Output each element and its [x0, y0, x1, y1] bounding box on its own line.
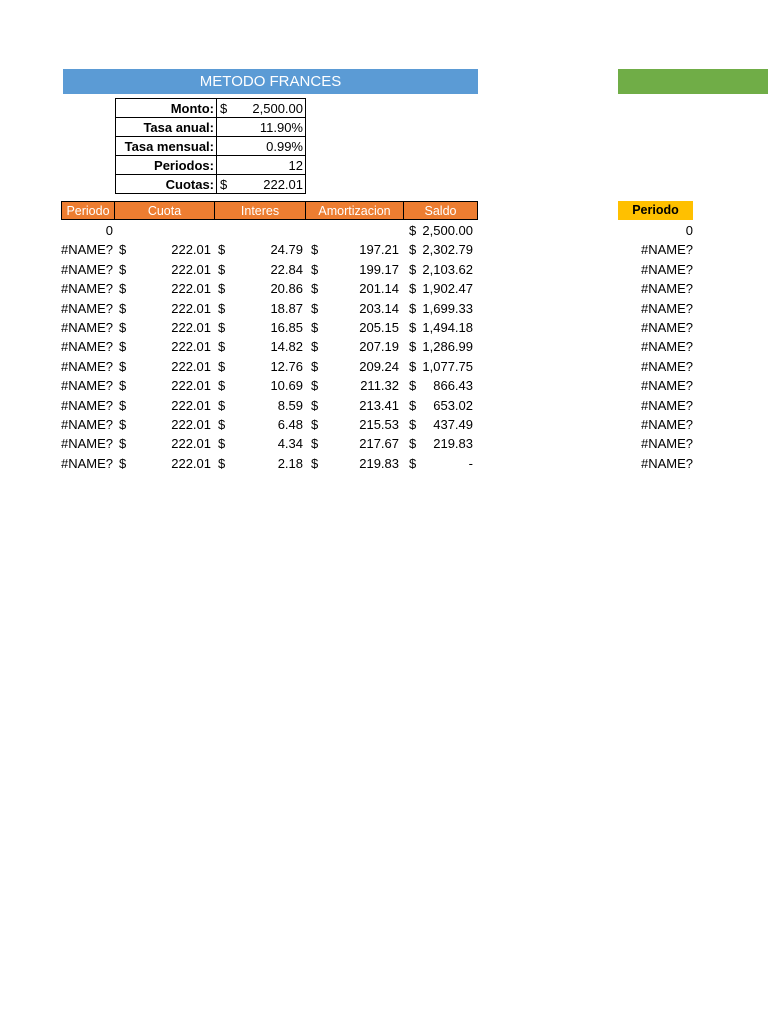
- currency-symbol: $: [218, 378, 226, 394]
- cell-saldo: 437.49: [433, 416, 473, 432]
- cell-saldo: 2,103.62: [422, 261, 473, 277]
- currency-symbol: $: [220, 100, 228, 116]
- currency-symbol: $: [311, 242, 319, 258]
- currency-symbol: $: [218, 281, 226, 297]
- param-label: Tasa mensual:: [116, 137, 217, 156]
- currency-symbol: $: [119, 358, 127, 374]
- cell-interes: 4.34: [277, 436, 303, 452]
- currency-symbol: $: [218, 397, 226, 413]
- cell-cuota: 222.01: [171, 261, 211, 277]
- cell-interes: 18.87: [270, 300, 303, 316]
- cell-periodo: #NAME?: [61, 300, 114, 316]
- table-row: [61, 454, 481, 473]
- currency-symbol: $: [218, 300, 226, 316]
- param-row: [116, 175, 306, 194]
- currency-symbol: $: [218, 242, 226, 258]
- cell-amortizacion: 215.53: [359, 416, 399, 432]
- cell-interes: 24.79: [270, 242, 303, 258]
- cell-cuota: 222.01: [171, 300, 211, 316]
- param-label: Cuotas:: [116, 175, 217, 194]
- currency-symbol: $: [218, 319, 226, 335]
- currency-symbol: $: [119, 378, 127, 394]
- right-cell-periodo: #NAME?: [640, 436, 693, 452]
- cell-amortizacion: 213.41: [359, 397, 399, 413]
- cell-saldo: 1,699.33: [422, 300, 473, 316]
- param-label: Tasa anual:: [116, 118, 217, 137]
- currency-symbol: $: [119, 300, 127, 316]
- currency-symbol: $: [409, 378, 417, 394]
- right-cell-periodo: #NAME?: [640, 339, 693, 355]
- table-row: [61, 396, 481, 415]
- currency-symbol: $: [220, 176, 228, 192]
- table-row: [61, 376, 481, 395]
- cell-amortizacion: 199.17: [359, 261, 399, 277]
- cell-amortizacion: 203.14: [359, 300, 399, 316]
- cell-cuota: 222.01: [171, 358, 211, 374]
- cell-amortizacion: 201.14: [359, 281, 399, 297]
- header-interes: Interes: [215, 201, 306, 220]
- cell-cuota: 222.01: [171, 339, 211, 355]
- currency-symbol: $: [119, 319, 127, 335]
- table-row: [61, 299, 481, 318]
- param-row: [116, 156, 306, 175]
- currency-symbol: $: [218, 261, 226, 277]
- currency-symbol: $: [311, 455, 319, 471]
- cell-saldo: 1,286.99: [422, 339, 473, 355]
- cell-periodo: #NAME?: [61, 397, 114, 413]
- cell-cuota: 222.01: [171, 455, 211, 471]
- right-cell-periodo: #NAME?: [640, 319, 693, 335]
- cell-interes: 16.85: [270, 319, 303, 335]
- cell-amortizacion: 207.19: [359, 339, 399, 355]
- currency-symbol: $: [119, 281, 127, 297]
- header-amortizacion: Amortizacion: [306, 201, 404, 220]
- cell-interes: 8.59: [277, 397, 303, 413]
- cell-saldo: 866.43: [433, 378, 473, 394]
- cell-cuota: 222.01: [171, 242, 211, 258]
- cell-amortizacion: 219.83: [359, 455, 399, 471]
- header-cuota: Cuota: [115, 201, 215, 220]
- right-header-periodo: Periodo: [618, 201, 693, 220]
- cell-periodo: 0: [105, 223, 113, 238]
- cell-interes: 14.82: [270, 339, 303, 355]
- cell-periodo: #NAME?: [61, 242, 114, 258]
- param-value: 222.01: [263, 176, 303, 192]
- param-value: 11.90%: [259, 119, 303, 135]
- currency-symbol: $: [409, 300, 417, 316]
- cell-interes: 12.76: [270, 358, 303, 374]
- cell-cuota: 222.01: [171, 319, 211, 335]
- cell-interes: 10.69: [270, 378, 303, 394]
- currency-symbol: $: [409, 223, 417, 238]
- currency-symbol: $: [409, 358, 417, 374]
- currency-symbol: $: [218, 455, 226, 471]
- cell-saldo: 2,302.79: [422, 242, 473, 258]
- currency-symbol: $: [218, 358, 226, 374]
- param-value-cell: [217, 137, 306, 156]
- currency-symbol: $: [409, 455, 417, 471]
- currency-symbol: $: [218, 436, 226, 452]
- sheet-title: METODO FRANCES: [63, 69, 478, 94]
- currency-symbol: $: [218, 416, 226, 432]
- currency-symbol: $: [311, 378, 319, 394]
- param-row: [116, 118, 306, 137]
- right-cell-periodo: #NAME?: [640, 261, 693, 277]
- amortization-header: [61, 201, 478, 220]
- cell-saldo: 2,500.00: [422, 223, 473, 238]
- currency-symbol: $: [409, 242, 417, 258]
- right-cell-periodo: 0: [685, 223, 693, 238]
- cell-saldo: 653.02: [433, 397, 473, 413]
- currency-symbol: $: [311, 319, 319, 335]
- param-value-cell: [217, 99, 306, 118]
- currency-symbol: $: [119, 455, 127, 471]
- cell-amortizacion: 205.15: [359, 319, 399, 335]
- currency-symbol: $: [119, 436, 127, 452]
- cell-saldo: 1,077.75: [422, 358, 473, 374]
- cell-amortizacion: 209.24: [359, 358, 399, 374]
- cell-periodo: #NAME?: [61, 339, 114, 355]
- cell-periodo: #NAME?: [61, 416, 114, 432]
- currency-symbol: $: [409, 339, 417, 355]
- param-value-cell: [217, 118, 306, 137]
- param-label: Periodos:: [116, 156, 217, 175]
- cell-periodo: #NAME?: [61, 378, 114, 394]
- currency-symbol: $: [409, 281, 417, 297]
- currency-symbol: $: [409, 416, 417, 432]
- currency-symbol: $: [409, 397, 417, 413]
- header-periodo: Periodo: [61, 201, 115, 220]
- amortization-rows: [61, 221, 481, 473]
- right-periodo-rows: [618, 221, 693, 473]
- table-row: [61, 357, 481, 376]
- table-row: [61, 221, 481, 240]
- cell-periodo: #NAME?: [61, 281, 114, 297]
- cell-amortizacion: 197.21: [359, 242, 399, 258]
- param-value: 12: [288, 157, 303, 173]
- right-cell-periodo: #NAME?: [640, 397, 693, 413]
- currency-symbol: $: [409, 261, 417, 277]
- cell-cuota: 222.01: [171, 281, 211, 297]
- cell-periodo: #NAME?: [61, 455, 114, 471]
- param-label: Monto:: [116, 99, 217, 118]
- param-row: [116, 137, 306, 156]
- cell-cuota: 222.01: [171, 397, 211, 413]
- cell-saldo: 1,902.47: [422, 281, 473, 297]
- currency-symbol: $: [311, 339, 319, 355]
- param-value-cell: [217, 175, 306, 194]
- currency-symbol: $: [311, 436, 319, 452]
- cell-periodo: #NAME?: [61, 358, 114, 374]
- header-saldo: Saldo: [404, 201, 478, 220]
- currency-symbol: $: [119, 416, 127, 432]
- currency-symbol: $: [119, 261, 127, 277]
- parameters-table: [115, 98, 306, 194]
- param-row: [116, 99, 306, 118]
- table-row: [61, 415, 481, 434]
- currency-symbol: $: [311, 300, 319, 316]
- currency-symbol: $: [119, 397, 127, 413]
- cell-periodo: #NAME?: [61, 261, 114, 277]
- cell-amortizacion: 217.67: [359, 436, 399, 452]
- green-header-bar: [618, 69, 768, 94]
- cell-periodo: #NAME?: [61, 436, 114, 452]
- cell-interes: 20.86: [270, 281, 303, 297]
- cell-saldo: -: [468, 455, 473, 471]
- currency-symbol: $: [409, 436, 417, 452]
- currency-symbol: $: [311, 358, 319, 374]
- cell-interes: 22.84: [270, 261, 303, 277]
- param-value: 2,500.00: [252, 100, 303, 116]
- cell-saldo: 219.83: [433, 436, 473, 452]
- right-cell-periodo: #NAME?: [640, 416, 693, 432]
- currency-symbol: $: [311, 261, 319, 277]
- right-cell-periodo: #NAME?: [640, 281, 693, 297]
- right-cell-periodo: #NAME?: [640, 242, 693, 258]
- table-row: [61, 279, 481, 298]
- param-value-cell: [217, 156, 306, 175]
- cell-amortizacion: 211.32: [360, 378, 399, 394]
- currency-symbol: $: [218, 339, 226, 355]
- table-row: [61, 434, 481, 453]
- cell-cuota: 222.01: [171, 378, 211, 394]
- right-cell-periodo: #NAME?: [640, 455, 693, 471]
- table-row: [61, 318, 481, 337]
- cell-interes: 6.48: [277, 416, 303, 432]
- param-value: 0.99%: [266, 138, 303, 154]
- right-cell-periodo: #NAME?: [640, 358, 693, 374]
- table-row: [61, 260, 481, 279]
- right-cell-periodo: #NAME?: [640, 300, 693, 316]
- cell-cuota: 222.01: [171, 416, 211, 432]
- currency-symbol: $: [119, 339, 127, 355]
- right-cell-periodo: #NAME?: [640, 378, 693, 394]
- cell-saldo: 1,494.18: [422, 319, 473, 335]
- cell-periodo: #NAME?: [61, 319, 114, 335]
- table-row: [61, 240, 481, 259]
- currency-symbol: $: [311, 397, 319, 413]
- cell-cuota: 222.01: [171, 436, 211, 452]
- cell-interes: 2.18: [277, 455, 303, 471]
- currency-symbol: $: [409, 319, 417, 335]
- currency-symbol: $: [119, 242, 127, 258]
- currency-symbol: $: [311, 416, 319, 432]
- table-row: [61, 337, 481, 356]
- currency-symbol: $: [311, 281, 319, 297]
